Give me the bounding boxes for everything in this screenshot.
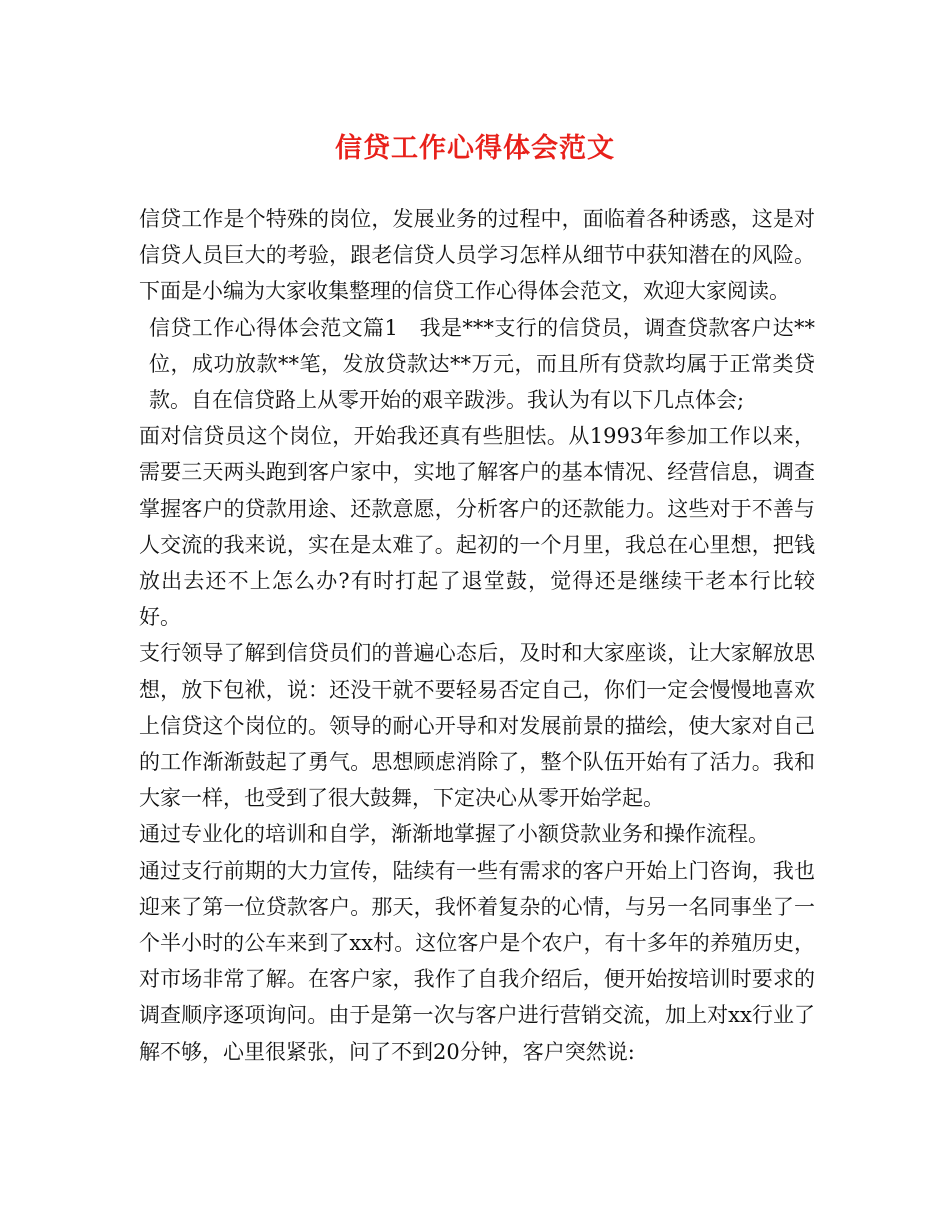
paragraph-article-1-opening: 信贷工作心得体会范文篇1 我是***支行的信贷员，调查贷款客户达**位，成功放款**笔，发放贷款达**万元，而且所有贷款均属于正常类贷款。自在信贷路上从零开始的艰辛跋涉。我认为有以下几点体会; (149, 315, 815, 413)
paragraph-first-feelings: 面对信贷员这个岗位，开始我还真有些胆怯。从1993年参加工作以来，需要三天两头跑到客户家中，实地了解客户的基本情况、经营信息，调查掌握客户的贷款用途、还款意愿，分析客户的还款能力。这些对于不善与人交流的我来说，实在是太难了。起初的一个月里，我总在心里想，把钱放出去还不上怎么办?有时打起了退堂鼓，觉得还是继续干老本行比较好。 (139, 424, 815, 630)
paragraph-training: 通过专业化的培训和自学，渐渐地掌握了小额贷款业务和操作流程。 (139, 822, 769, 847)
paragraph-leadership-support: 支行领导了解到信贷员们的普遍心态后，及时和大家座谈，让大家解放思想，放下包袱，说：还没干就不要轻易否定自己，你们一定会慢慢地喜欢上信贷这个岗位的。领导的耐心开导和对发展前景的描绘，使大家对自己的工作渐渐鼓起了勇气。思想顾虑消除了，整个队伍开始有了活力。我和大家一样，也受到了很大鼓舞，下定决心从零开始学起。 (139, 641, 815, 811)
paragraph-intro: 信贷工作是个特殊的岗位，发展业务的过程中，面临着各种诱惑，这是对信贷人员巨大的考验，跟老信贷人员学习怎样从细节中获知潜在的风险。下面是小编为大家收集整理的信贷工作心得体会范文，欢迎大家阅读。 (139, 207, 815, 304)
document-title: 信贷工作心得体会范文 (335, 133, 615, 164)
document-body (139, 201, 815, 1070)
paragraph-first-customer: 通过支行前期的大力宣传，陆续有一些有需求的客户开始上门咨询，我也迎来了第一位贷款客户。那天，我怀着复杂的心情，与另一名同事坐了一个半小时的公车来到了xx村。这位客户是个农户，有十多年的养殖历史，对市场非常了解。在客户家，我作了自我介绍后，便开始按培训时要求的调查顺序逐项询问。由于是第一次与客户进行营销交流，加上对xx行业了解不够，心里很紧张，问了不到20分钟，客户突然说: (139, 858, 815, 1064)
